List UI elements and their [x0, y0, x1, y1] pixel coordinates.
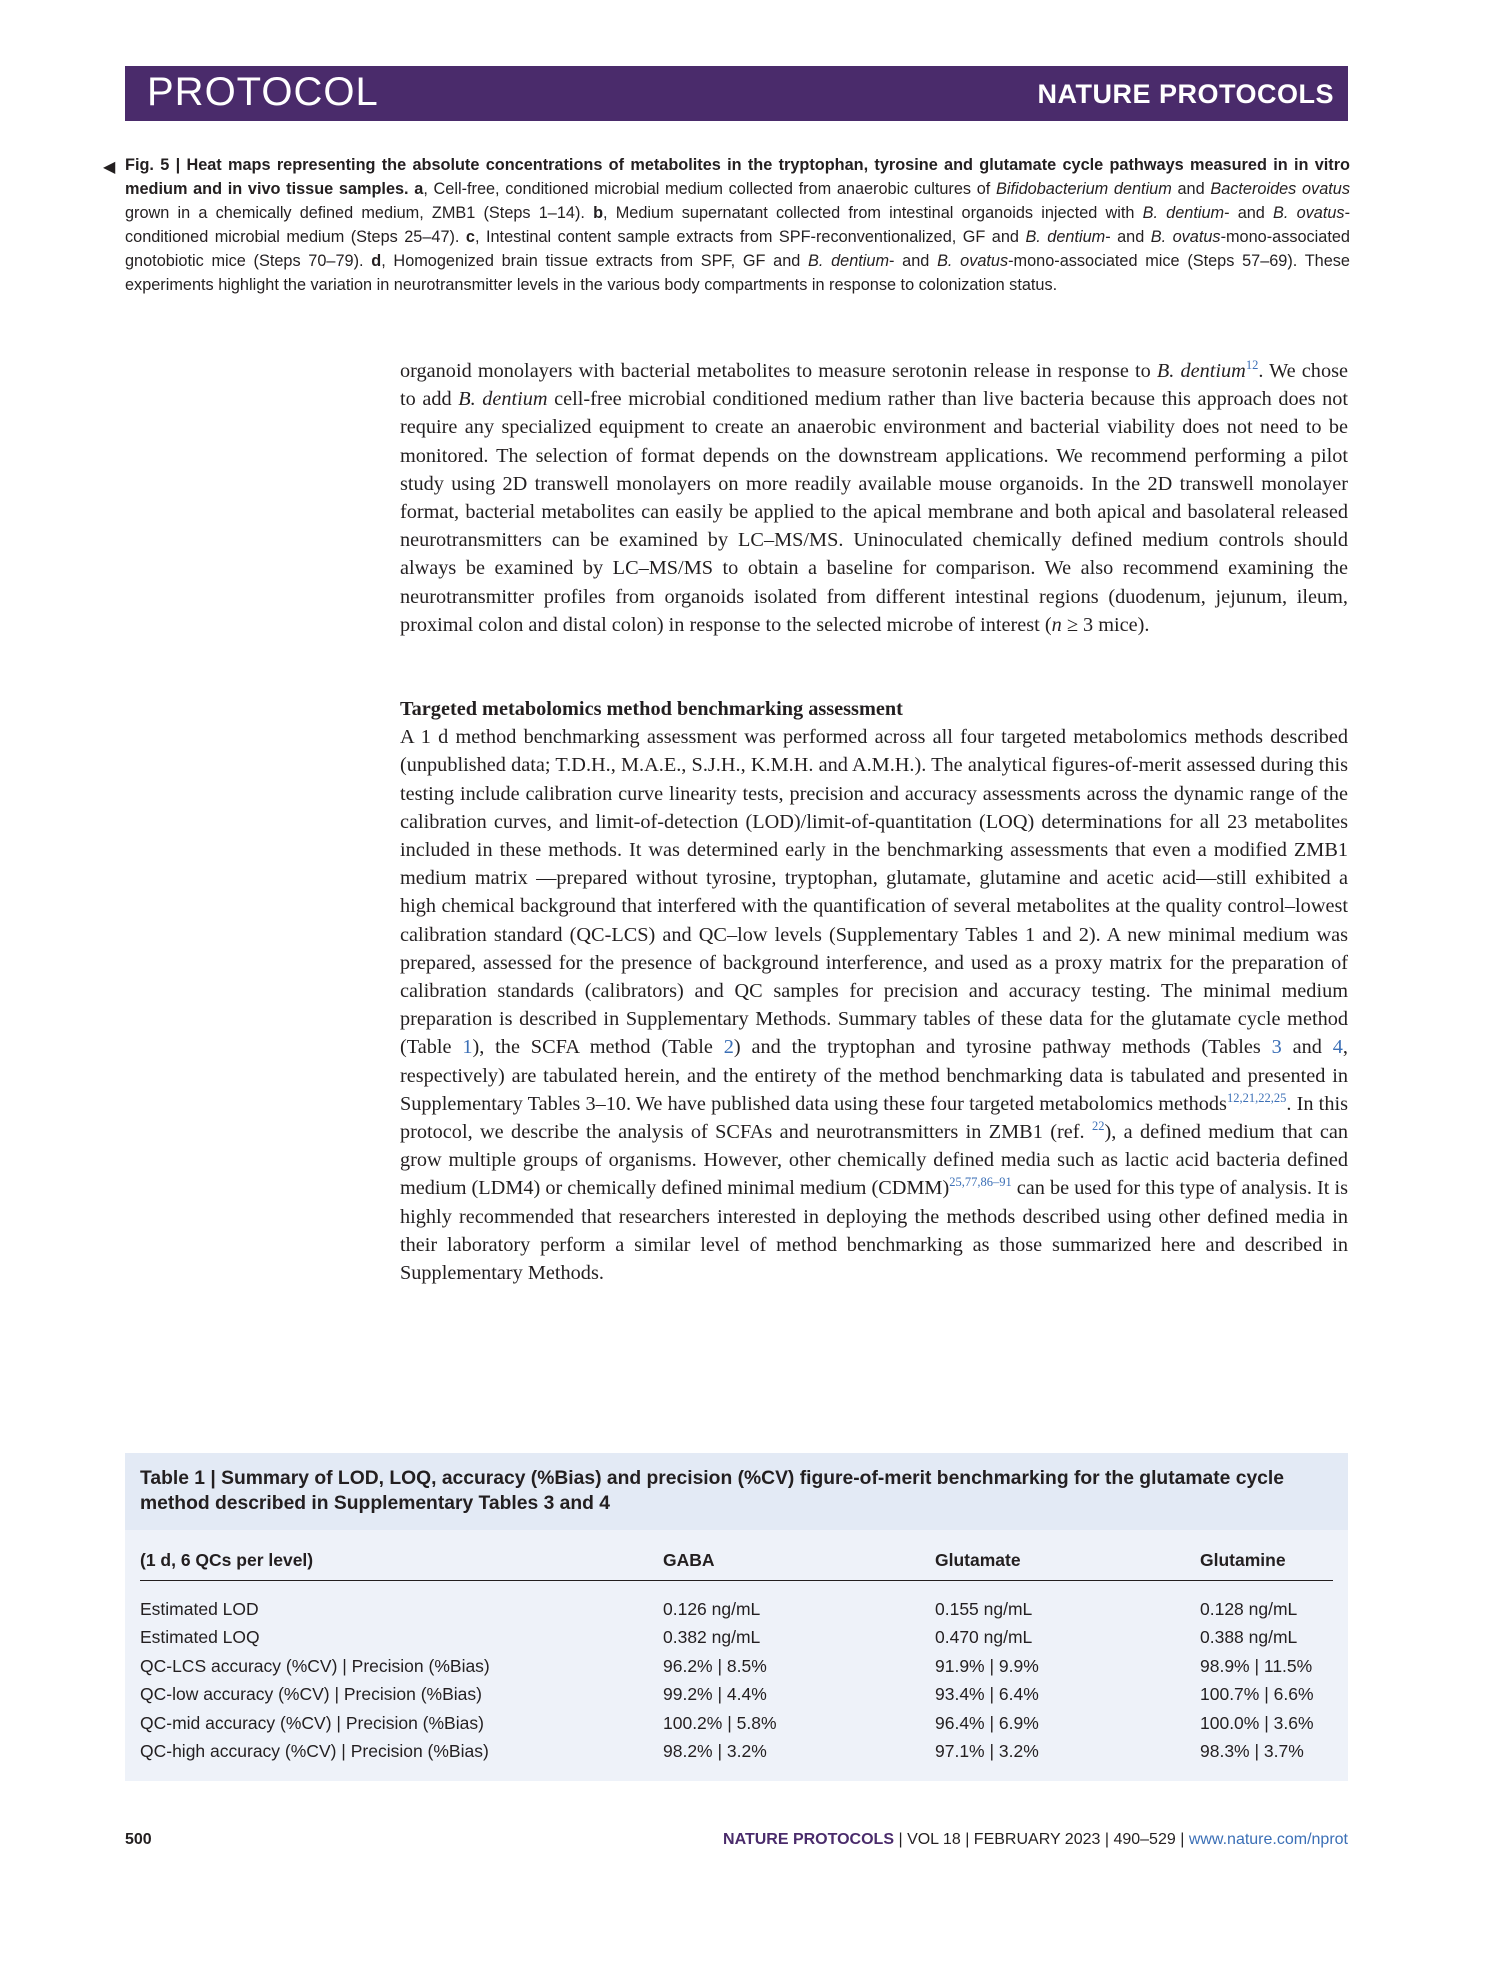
table-cell: 93.4% | 6.4%: [935, 1684, 1039, 1705]
table-cell: 0.155 ng/mL: [935, 1598, 1033, 1619]
table-label: Table 1 |: [140, 1468, 216, 1489]
table-1: [125, 1453, 1348, 1781]
separator: |: [1104, 1831, 1109, 1848]
table-cell: 0.388 ng/mL: [1200, 1627, 1298, 1648]
table-row: [140, 1652, 1333, 1681]
data-table: [140, 1540, 1333, 1766]
table-cell: 91.9% | 9.9%: [935, 1655, 1039, 1676]
paragraph: [400, 357, 1348, 639]
table-cell: 0.470 ng/mL: [935, 1627, 1033, 1648]
table-row: [140, 1709, 1333, 1738]
section-heading: Targeted metabolomics method benchmarking assessment: [400, 698, 903, 721]
paragraph: [400, 723, 1348, 1287]
species-name: B. dentium: [1025, 228, 1106, 246]
reference-link[interactable]: 12: [1245, 358, 1259, 373]
table-row: [140, 1624, 1333, 1653]
table-link[interactable]: 2: [723, 1036, 734, 1059]
back-arrow-icon[interactable]: ◀: [103, 159, 116, 176]
body-text: cell-free microbial conditioned medium rather than live bacteria because this approach does not require any specialized equipment to create an anaerobic environment and bacterial viability does not need to be monitored. The selection of format depends on the downstream applications. We recommend performing a pilot study using 2D transwell monolayers on more readily available mouse organoids. In the 2D transwell monolayer format, bacterial metabolites can easily be applied to the apical membrane and both apical and basolateral released neurotransmitters can be examined by LC–MS/MS. Uninoculated chemically defined medium controls should always be examined by LC–MS/MS to obtain a baseline for comparison. We also recommend examining the neurotransmitter profiles from organoids isolated from different intestinal regions (duodenum, jejunum, ileum, proximal colon and distal colon) in response to the selected microbe of interest (: [400, 388, 1348, 636]
table-cell: 0.382 ng/mL: [663, 1627, 761, 1648]
footer-date: FEBRUARY 2023: [973, 1831, 1101, 1848]
caption-text: , Cell-free, conditioned microbial medium collected from anaerobic cultures of: [423, 180, 996, 198]
table-cell: 96.4% | 6.9%: [935, 1712, 1039, 1733]
table-cell: 96.2% | 8.5%: [663, 1655, 767, 1676]
column-header: GABA: [663, 1540, 935, 1581]
caption-text: , Medium supernatant collected from intestinal organoids injected with: [603, 204, 1143, 222]
table-cell: 98.2% | 3.2%: [663, 1741, 767, 1762]
species-name: B. dentium: [1156, 360, 1246, 382]
footer-pages: 490–529: [1113, 1831, 1176, 1848]
species-name: B. ovatus: [1150, 228, 1221, 246]
caption-text: , Homogenized brain tissue extracts from SPF, GF and: [381, 252, 809, 270]
footer-journal-name: NATURE PROTOCOLS: [723, 1831, 894, 1848]
table-cell: Estimated LOQ: [140, 1627, 260, 1648]
body-text: and: [1281, 1036, 1333, 1059]
table-header-row: [140, 1540, 1333, 1581]
separator: |: [965, 1831, 970, 1848]
caption-text: grown in a chemically defined medium, ZMB1 (Steps 1–14).: [125, 204, 594, 222]
table-cell: 97.1% | 3.2%: [935, 1741, 1039, 1762]
table-cell: 98.9% | 11.5%: [1200, 1655, 1313, 1676]
table-caption: [140, 1466, 1330, 1516]
main-text: [400, 357, 1348, 1287]
journal-url-link[interactable]: www.nature.com/nprot: [1188, 1831, 1348, 1848]
species-name: B. dentium: [458, 388, 548, 411]
math-variable: n: [1051, 613, 1062, 636]
body-text: A 1 d method benchmarking assessment was performed across all four targeted metabolomics methods described (unpublished data; T.D.H., M.A.E., S.J.H., K.M.H. and A.M.H.). The analytical figures-of-merit assessed during this testing include calibration curve linearity tests, precision and accuracy assessments across the dynamic range of the calibration curves, and limit-of-detection (LOD)/limit-of-quantitation (LOQ) determinations for all 23 metabolites included in these methods. It was determined early in the benchmarking assessments that even a modified ZMB1 medium matrix —prepared without tyrosine, tryptophan, glutamate, glutamine and acetic acid—still exhibited a high chemical background that interfered with the quantification of several metabolites at the quality control–lowest calibration standard (QC-LCS) and QC–low levels (Supplementary Tables 1 and 2). A new minimal medium was prepared, assessed for the presence of background interference, and used as a proxy matrix for the preparation of calibration standards (calibrators) and QC samples for precision and accuracy testing. The minimal medium preparation is described in Supplementary Methods. Summary tables of these data for the glutamate cycle method (Table: [400, 726, 1348, 1059]
body-text: . We chose to add: [400, 360, 1348, 411]
separator: |: [898, 1831, 903, 1848]
separator: |: [1180, 1831, 1185, 1848]
reference-link[interactable]: 22: [1091, 1119, 1105, 1134]
caption-text: -conditioned microbial medium (Steps 25–47).: [125, 204, 1350, 246]
table-cell: 100.0% | 3.6%: [1200, 1712, 1314, 1733]
table-cell: 0.128 ng/mL: [1200, 1598, 1298, 1619]
table-row: [140, 1738, 1333, 1767]
species-name: B. ovatus: [1273, 204, 1345, 222]
caption-text: -mono-associated gnotobiotic mice (Steps 70–79).: [125, 228, 1350, 270]
table-cell: 100.7% | 6.6%: [1200, 1684, 1314, 1705]
table-title: Summary of LOD, LOQ, accuracy (%Bias) and precision (%CV) figure-of-merit benchmarking for the glutamate cycle method described in Supplementary Tables 3 and 4: [140, 1468, 1284, 1514]
table-row: [140, 1681, 1333, 1710]
page-number: 500: [125, 1831, 152, 1848]
caption-text: - and: [1224, 204, 1274, 222]
table-cell: QC-mid accuracy (%CV) | Precision (%Bias): [140, 1712, 484, 1733]
reference-link[interactable]: 12,21,22,25: [1226, 1091, 1287, 1106]
body-text: organoid monolayers with bacterial metabolites to measure serotonin release in response to: [400, 360, 1157, 382]
section-label: PROTOCOL: [147, 70, 379, 114]
panel-letter-a: a: [414, 180, 424, 198]
body-text: . In this protocol, we describe the analysis of SCFAs and neurotransmitters in ZMB1 (ref.: [400, 1092, 1348, 1144]
figure-caption: [103, 153, 1350, 297]
caption-text: - and: [889, 252, 938, 270]
journal-footer: [723, 1831, 1348, 1849]
journal-name: NATURE PROTOCOLS: [1037, 79, 1334, 109]
species-name: Bifidobacterium dentium: [995, 180, 1172, 198]
body-text: , respectively) are tabulated herein, and the entirety of the method benchmarking data is tabulated and presented in Supplementary Tables 3–10. We have published data using these four targeted metabolomics methods: [400, 1036, 1348, 1115]
species-name: B. dentium: [1142, 204, 1225, 222]
table-cell: QC-LCS accuracy (%CV) | Precision (%Bias): [140, 1655, 490, 1676]
species-name: Bacteroides ovatus: [1210, 180, 1350, 198]
panel-letter-d: d: [371, 252, 382, 270]
column-header: Glutamate: [935, 1540, 1200, 1581]
table-cell: 98.3% | 3.7%: [1200, 1741, 1304, 1762]
table-body-area: [125, 1530, 1348, 1781]
caption-text: and: [1171, 180, 1211, 198]
table-row: [140, 1581, 1333, 1624]
body-text: ≥ 3 mice).: [1061, 613, 1150, 636]
panel-letter-b: b: [593, 204, 604, 222]
table-link[interactable]: 1: [462, 1036, 473, 1059]
table-cell: QC-high accuracy (%CV) | Precision (%Bias): [140, 1741, 489, 1762]
reference-link[interactable]: 25,77,86–91: [949, 1175, 1012, 1190]
column-header: (1 d, 6 QCs per level): [140, 1540, 663, 1581]
body-text: can be used for this type of analysis. It is highly recommended that researchers interested in deploying the methods described using other defined media in their laboratory perform a similar level of method benchmarking as those summarized here and described in Supplementary Methods.: [400, 1177, 1348, 1285]
body-text: ), the SCFA method (Table: [472, 1036, 724, 1059]
species-name: B. dentium: [808, 252, 890, 270]
body-text: ), a defined medium that can grow multiple groups of organisms. However, other chemically defined media such as lactic acid bacteria defined medium (LDM4) or chemically defined minimal medium (CDMM): [400, 1121, 1348, 1200]
table-cell: 0.126 ng/mL: [663, 1598, 761, 1619]
table-cell: 99.2% | 4.4%: [663, 1684, 767, 1705]
table-cell: QC-low accuracy (%CV) | Precision (%Bias): [140, 1684, 482, 1705]
figure-title: Heat maps representing the absolute concentrations of metabolites in the tryptophan, tyrosine and glutamate cycle pathways measured in in vitro medium and in vivo tissue samples.: [125, 156, 1350, 198]
footer-volume: VOL 18: [907, 1831, 961, 1848]
caption-text: - and: [1105, 228, 1151, 246]
table-link[interactable]: 4: [1332, 1036, 1343, 1059]
column-header: Glutamine: [1200, 1540, 1333, 1581]
panel-letter-c: c: [465, 228, 475, 246]
table-link[interactable]: 3: [1271, 1036, 1282, 1059]
header-bar: [125, 66, 1348, 121]
body-text: ) and the tryptophan and tyrosine pathway methods (Tables: [733, 1036, 1272, 1059]
table-cell: Estimated LOD: [140, 1598, 259, 1619]
species-name: B. ovatus: [937, 252, 1009, 270]
caption-text: , Intestinal content sample extracts from SPF-reconventionalized, GF and: [474, 228, 1026, 246]
figure-label: Fig. 5 |: [125, 156, 181, 174]
table-cell: 100.2% | 5.8%: [663, 1712, 777, 1733]
caption-text: -mono-associated mice (Steps 57–69). These experiments highlight the variation in neurotransmitter levels in the various body compartments in response to colonization status.: [125, 252, 1350, 294]
